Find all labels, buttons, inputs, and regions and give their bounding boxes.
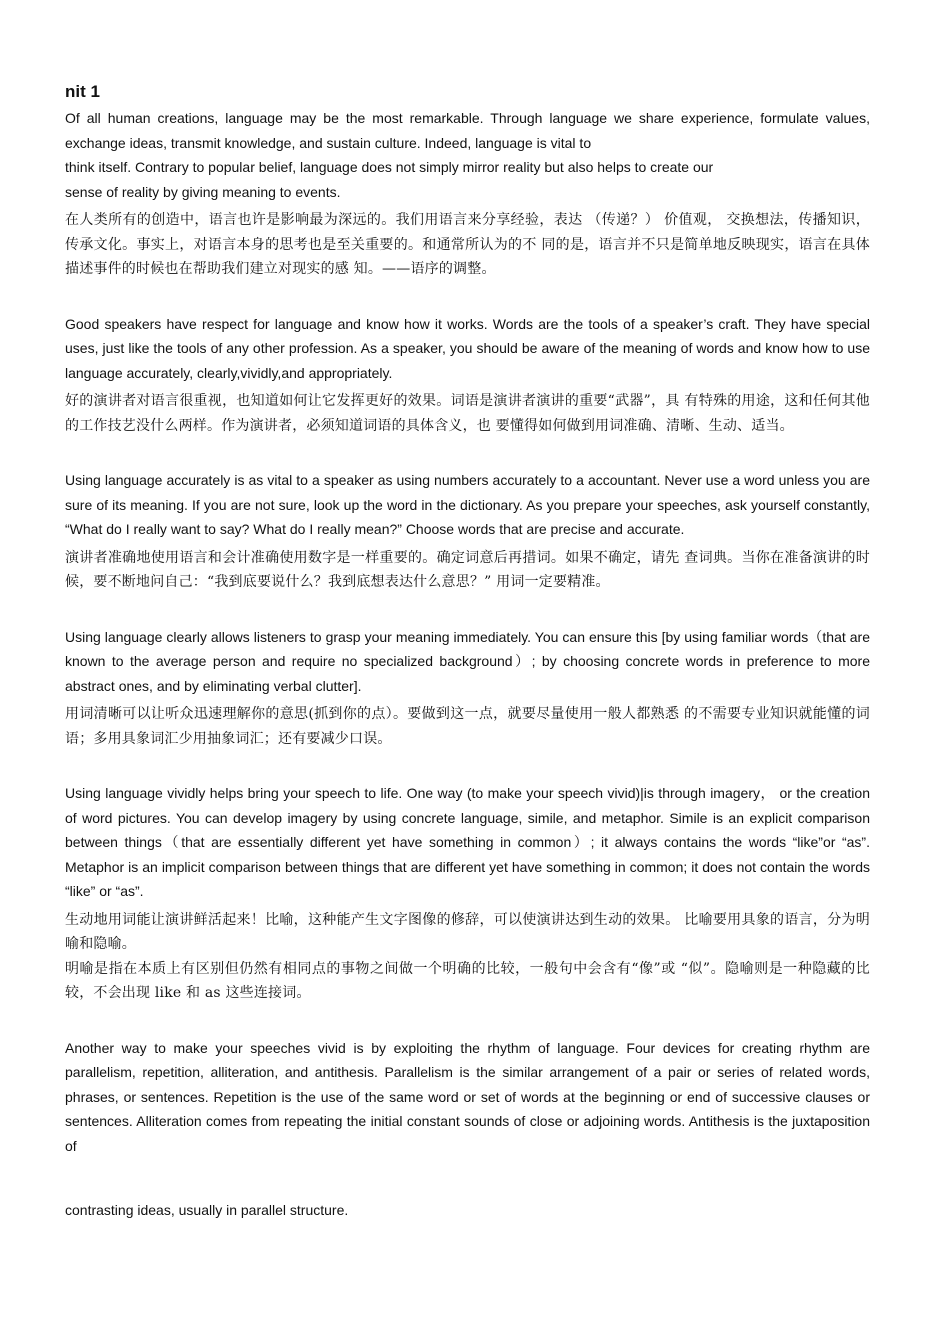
english-paragraph: Another way to make your speeches vivid is by exploiting the rhythm of language. Four devices for creating rhythm are parallelism, repetition, alliteration, and antithesis. Parallelism is the similar arrangement of a pair or series of related words, phrases, or sentences. Repetition is the use of the same word or set of words at the beginning or end of successive clauses or sentences. Alliteration comes from repeating the initial constant sounds of close or adjoining words. Antithesis is the juxtaposition of bbox=[65, 1039, 870, 1154]
english-paragraph: Using language vividly helps bring your speech to life. One way (to make your speech vivid)|is through imagery， or the creation of word pictures. You can develop imagery by using concrete language, simile, and metaphor. Simile is an explicit comparison between things（that are essentially different yet have something in common）; it always contains the words “like”or “as”. Metaphor is an implicit comparison between things that are different yet have something in common; it does not contain the words “like” or “as”. bbox=[65, 785, 870, 899]
english-paragraph: Using language accurately is as vital to a speaker as using numbers accurately to a accountant. Never use a word unless you are sure of its meaning. If you are not sure, look up the word in the dictionary. As you prepare your speeches, ask yourself constantly, “What do I really want to say? What do I really mean?” Choose words that are precise and accurate. bbox=[65, 472, 870, 537]
section-intro bbox=[65, 106, 870, 282]
paragraph-spacer bbox=[65, 282, 870, 312]
english-line: think itself. Contrary to popular belief, language does not simply mirror reality but also helps to create our bbox=[65, 159, 714, 175]
paragraph-spacer bbox=[65, 438, 870, 468]
chinese-paragraph: 生动地用词能让演讲鲜活起来！比喻，这种能产生文字图像的修辞，可以使演讲达到生动的效果。 比喻要用具象的语言，分为明喻和隐喻。 bbox=[65, 911, 870, 952]
section-good-speakers bbox=[65, 312, 870, 439]
english-paragraph: contrasting ideas, usually in parallel structure. bbox=[65, 1202, 349, 1218]
chinese-paragraph: 明喻是指在本质上有区别但仍然有相同点的事物之间做一个明确的比较，一般句中会含有“像”或 “似”。隐喻则是一种隐藏的比较，不会出现 like 和 as 这些连接词。 bbox=[65, 960, 870, 1001]
english-line: Of all human creations, language may be the most remarkable. Through language we share experience, formulate values, exchange ideas, transmit knowledge, and sustain culture. Indeed, language is vital to bbox=[65, 110, 870, 151]
section-accurately bbox=[65, 468, 870, 595]
english-paragraph: Using language clearly allows listeners to grasp your meaning immediately. You can ensure this [by using familiar words（that are known to the average person and require no specialized background）; by choosing concrete words in preference to more abstract ones, and by eliminating verbal clutter]. bbox=[65, 628, 870, 694]
paragraph-spacer bbox=[65, 595, 870, 625]
paragraph-spacer bbox=[65, 1006, 870, 1036]
section-clearly bbox=[65, 625, 870, 752]
chinese-paragraph: 演讲者准确地使用语言和会计准确使用数字是一样重要的。确定词意后再措词。如果不确定，请先 查词典。当你在准备演讲的时候，要不断地问自己：“我到底要说什么？我到底想表达什么意思？” 用词一定要精准。 bbox=[65, 549, 870, 590]
unit-heading: nit 1 bbox=[65, 82, 100, 101]
paragraph-spacer bbox=[65, 1158, 870, 1198]
english-paragraph bbox=[65, 106, 870, 204]
english-paragraph: Good speakers have respect for language and know how it works. Words are the tools of a speaker’s craft. They have special uses, just like the tools of any other profession. As a speaker, you should be aware of the meaning of words and know how to use language accurately, clearly,vividly,and appropriately. bbox=[65, 315, 870, 381]
document-page bbox=[65, 80, 870, 1223]
section-vividly bbox=[65, 781, 870, 1006]
english-line: sense of reality by giving meaning to events. bbox=[65, 183, 341, 200]
section-rhythm bbox=[65, 1036, 870, 1223]
paragraph-spacer bbox=[65, 751, 870, 781]
chinese-paragraph: 在人类所有的创造中，语言也许是影响最为深远的。我们用语言来分享经验，表达 （传递？） 价值观， 交换想法，传播知识，传承文化。事实上，对语言本身的思考也是至关重要的。和通常所认为的不 同的是，语言并不只是简单地反映现实，语言在具体描述事件的时候也在帮助我们建立对现实的感 知。——语序的调整。 bbox=[65, 212, 870, 277]
chinese-paragraph: 用词清晰可以让听众迅速理解你的意思(抓到你的点）。要做到这一点，就要尽量使用一般人都熟悉 的不需要专业知识就能懂的词语；多用具象词汇少用抽象词汇；还有要减少口误。 bbox=[65, 706, 870, 747]
chinese-paragraph: 好的演讲者对语言很重视，也知道如何让它发挥更好的效果。词语是演讲者演讲的重要“武器”，具 有特殊的用途，这和任何其他的工作技艺没什么两样。作为演讲者，必须知道词语的具体含义，也 要懂得如何做到用词准确、清晰、生动、适当。 bbox=[65, 393, 870, 434]
